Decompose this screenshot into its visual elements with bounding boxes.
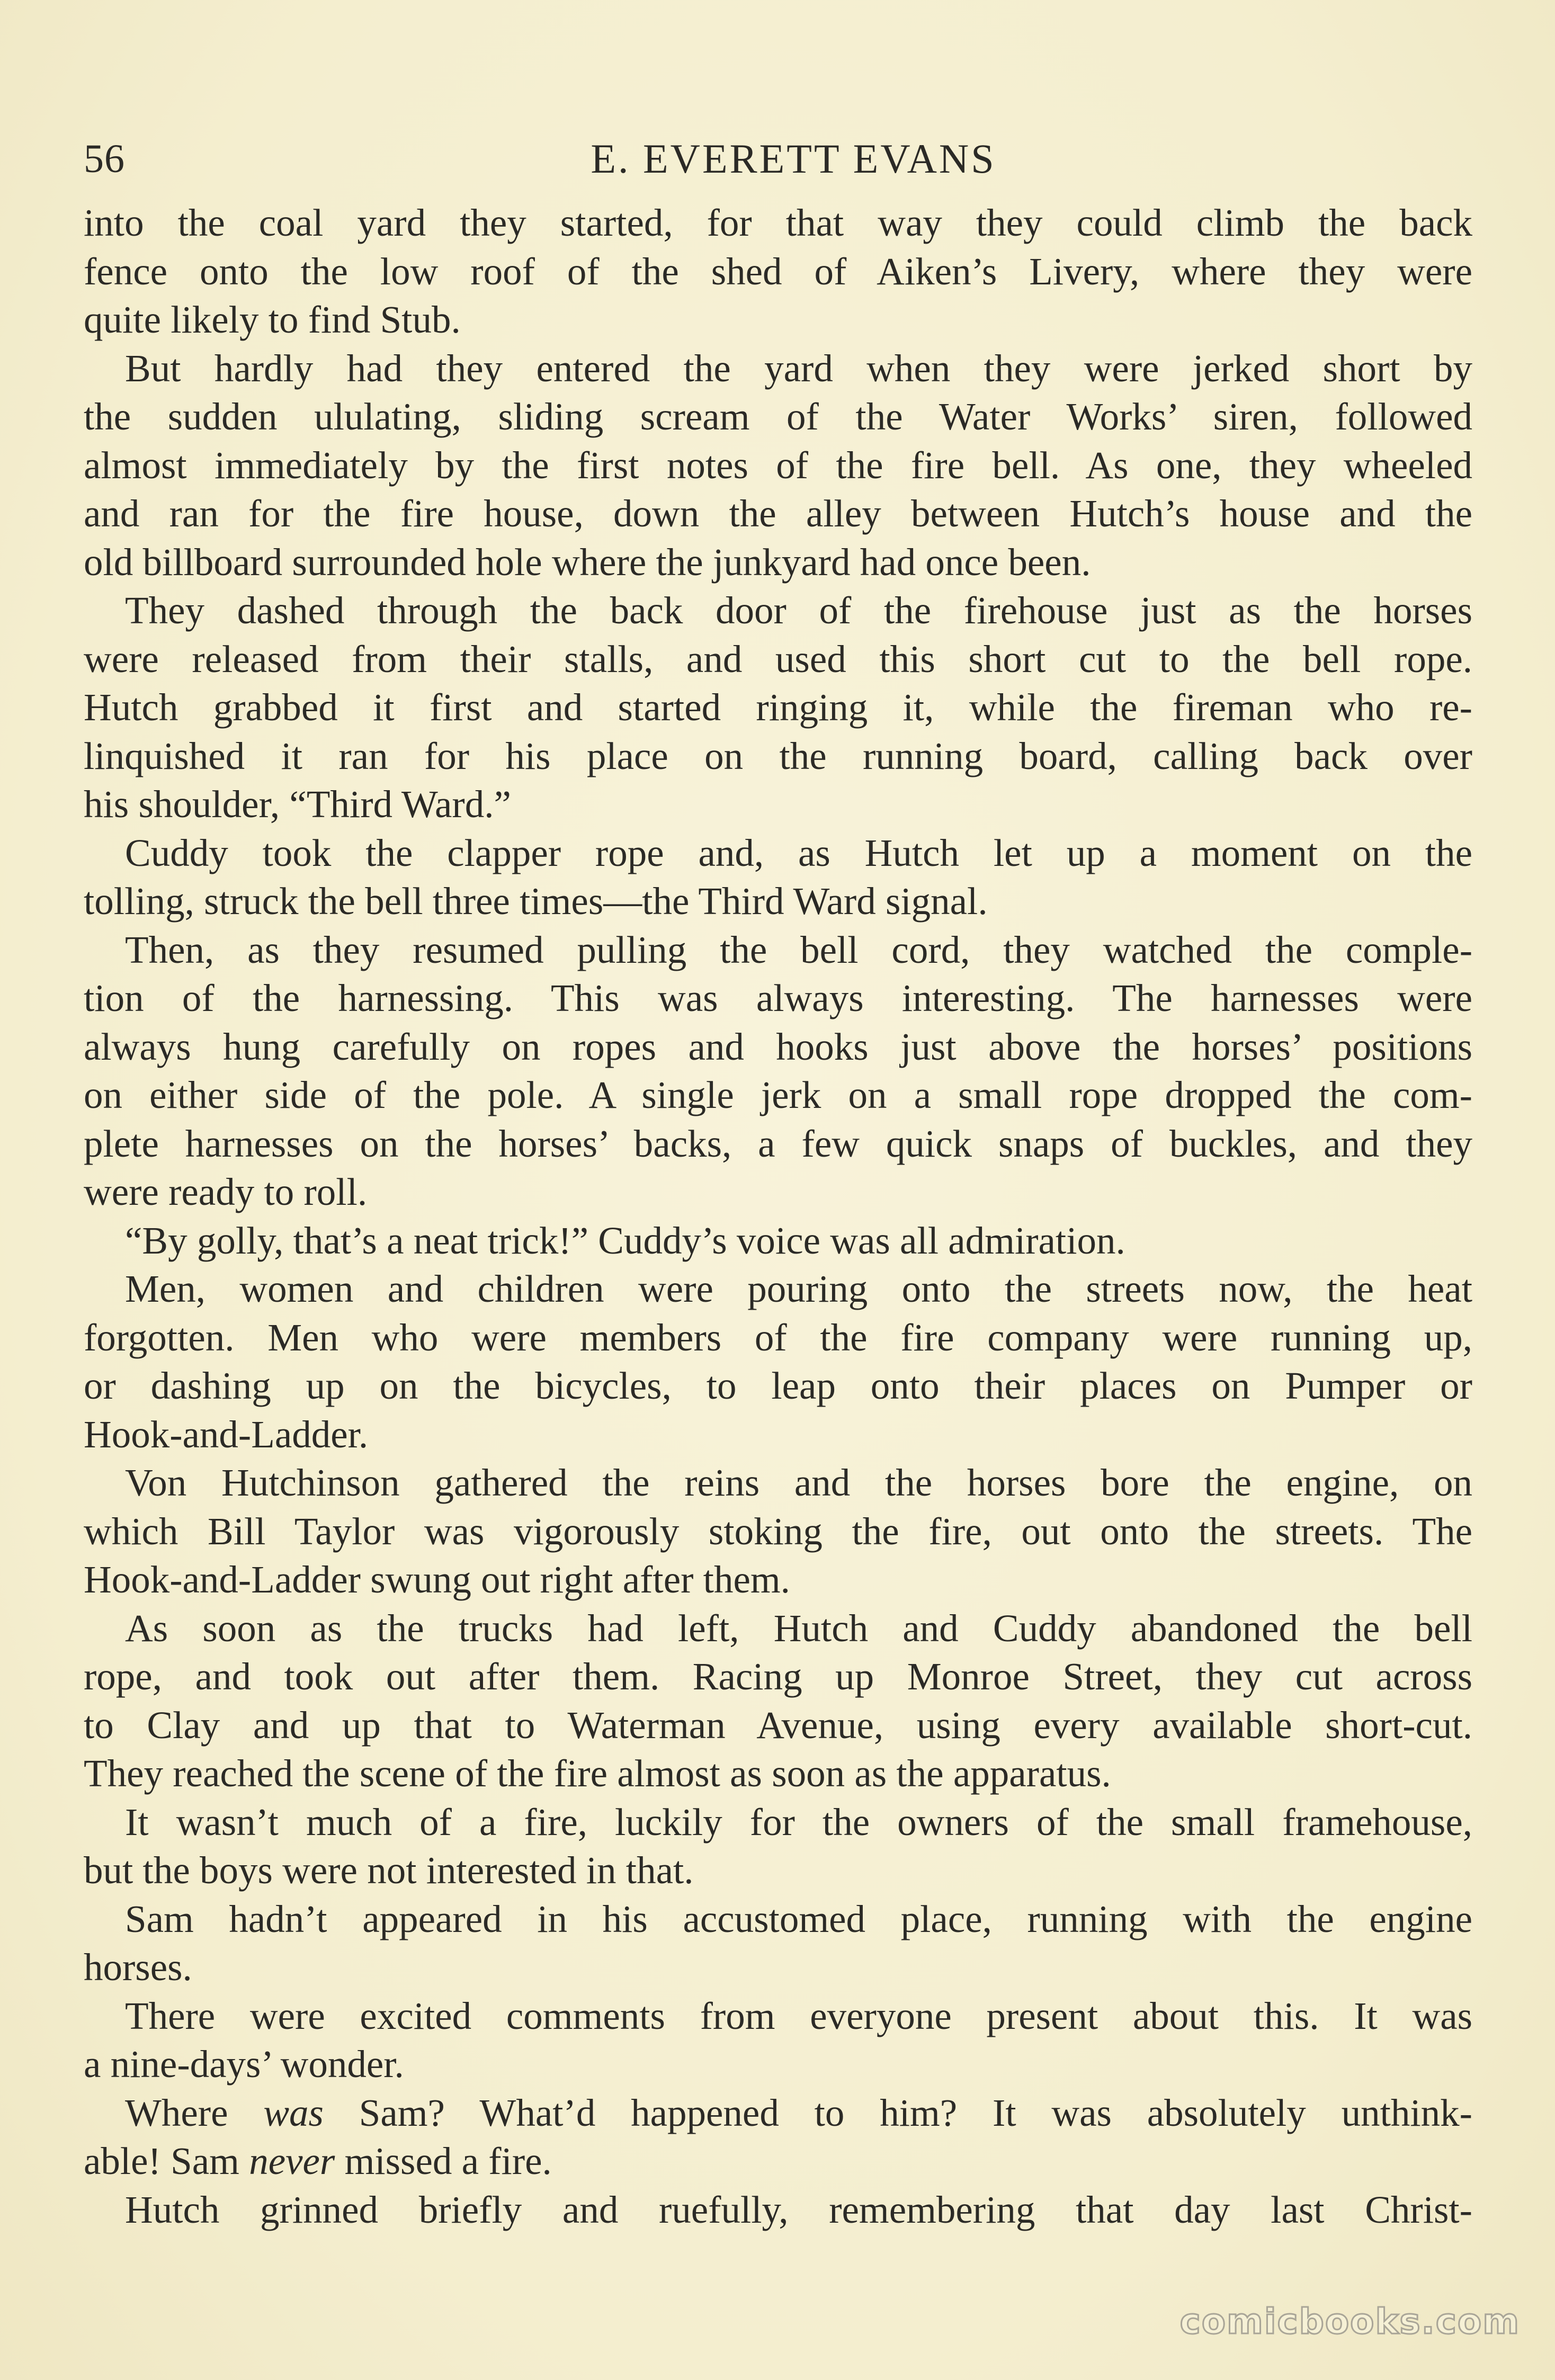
text-line: a nine-days’ wonder. (84, 2043, 404, 2086)
running-head: E. EVERETT EVANS (591, 136, 996, 182)
text-line: old billboard surrounded hole where the junkyard had once been. (84, 540, 1091, 584)
text-line: which Bill Taylor was vigorously stoking the fire, out onto the streets. The (84, 1509, 1472, 1553)
text-line: Cuddy took the clapper rope and, as Hutch let up a moment on the (125, 831, 1472, 874)
text-line: “By golly, that’s a neat trick!” Cuddy’s voice was all admiration. (125, 1219, 1125, 1262)
text-line: They dashed through the back door of the firehouse just as the horses (125, 589, 1472, 632)
text-line: were released from their stalls, and used this short cut to the bell rope. (84, 637, 1472, 681)
text-line: Hutch grabbed it first and started ringing it, while the fireman who re- (84, 686, 1472, 729)
text-line: tolling, struck the bell three times—the Third Ward signal. (84, 880, 988, 923)
text-line: linquished it ran for his place on the running board, calling back over (84, 734, 1472, 777)
watermark: comicbooks.com (1179, 2301, 1520, 2342)
text-line: forgotten. Men who were members of the fire company were running up, (84, 1316, 1472, 1359)
text-line: quite likely to find Stub. (84, 298, 461, 341)
text-line: able! Sam never missed a fire. (84, 2140, 552, 2182)
text-line: Men, women and children were pouring onto the streets now, the heat (125, 1267, 1472, 1310)
text-line: and ran for the fire house, down the alley between Hutch’s house and the (84, 492, 1472, 535)
text-line: the sudden ululating, sliding scream of the Water Works’ siren, followed (84, 395, 1472, 438)
text-line: But hardly had they entered the yard when they were jerked short by (125, 346, 1472, 390)
text-line: were ready to roll. (84, 1170, 368, 1213)
text-line: tion of the harnessing. This was always interesting. The harnesses were (84, 977, 1472, 1019)
page-header (84, 135, 1471, 183)
text-line: horses. (84, 1946, 192, 1989)
text-line: They reached the scene of the fire almost as soon as the apparatus. (84, 1752, 1111, 1795)
text-line: As soon as the trucks had left, Hutch and Cuddy abandoned the bell (125, 1606, 1472, 1650)
text-line: into the coal yard they started, for that way they could climb the back (84, 201, 1472, 244)
text-line: almost immediately by the first notes of the fire bell. As one, they wheeled (84, 443, 1472, 487)
text-line: but the boys were not interested in that. (84, 1849, 694, 1892)
text-line: rope, and took out after them. Racing up Monroe Street, they cut across (84, 1655, 1472, 1698)
text-line: Von Hutchinson gathered the reins and the horses bore the engine, on (125, 1461, 1472, 1504)
text-line: Then, as they resumed pulling the bell cord, they watched the comple- (125, 928, 1472, 971)
text-line: fence onto the low roof of the shed of Aiken’s Livery, where they were (84, 249, 1472, 293)
text-line: plete harnesses on the horses’ backs, a few quick snaps of buckles, and they (84, 1122, 1472, 1165)
text-line: on either side of the pole. A single jerk on a small rope dropped the com- (84, 1073, 1472, 1116)
text-line: There were excited comments from everyone present about this. It was (125, 1994, 1472, 2037)
text-line: his shoulder, “Third Ward.” (84, 783, 511, 826)
page-number: 56 (84, 137, 125, 181)
text-line: Where was Sam? What’d happened to him? It was absolutely unthink- (125, 2091, 1472, 2134)
text-line: Hutch grinned briefly and ruefully, remembering that day last Christ- (125, 2188, 1472, 2231)
text-line: Sam hadn’t appeared in his accustomed place, running with the engine (125, 1897, 1472, 1940)
body-text (84, 199, 1472, 2234)
text-line: or dashing up on the bicycles, to leap onto their places on Pumper or (84, 1364, 1472, 1407)
text-line: It wasn’t much of a fire, luckily for the owners of the small framehouse, (125, 1800, 1472, 1844)
text-line: always hung carefully on ropes and hooks just above the horses’ positions (84, 1025, 1472, 1068)
text-line: to Clay and up that to Waterman Avenue, using every available short-cut. (84, 1703, 1472, 1747)
text-line: Hook-and-Ladder swung out right after them. (84, 1558, 790, 1601)
text-line: Hook-and-Ladder. (84, 1412, 369, 1456)
